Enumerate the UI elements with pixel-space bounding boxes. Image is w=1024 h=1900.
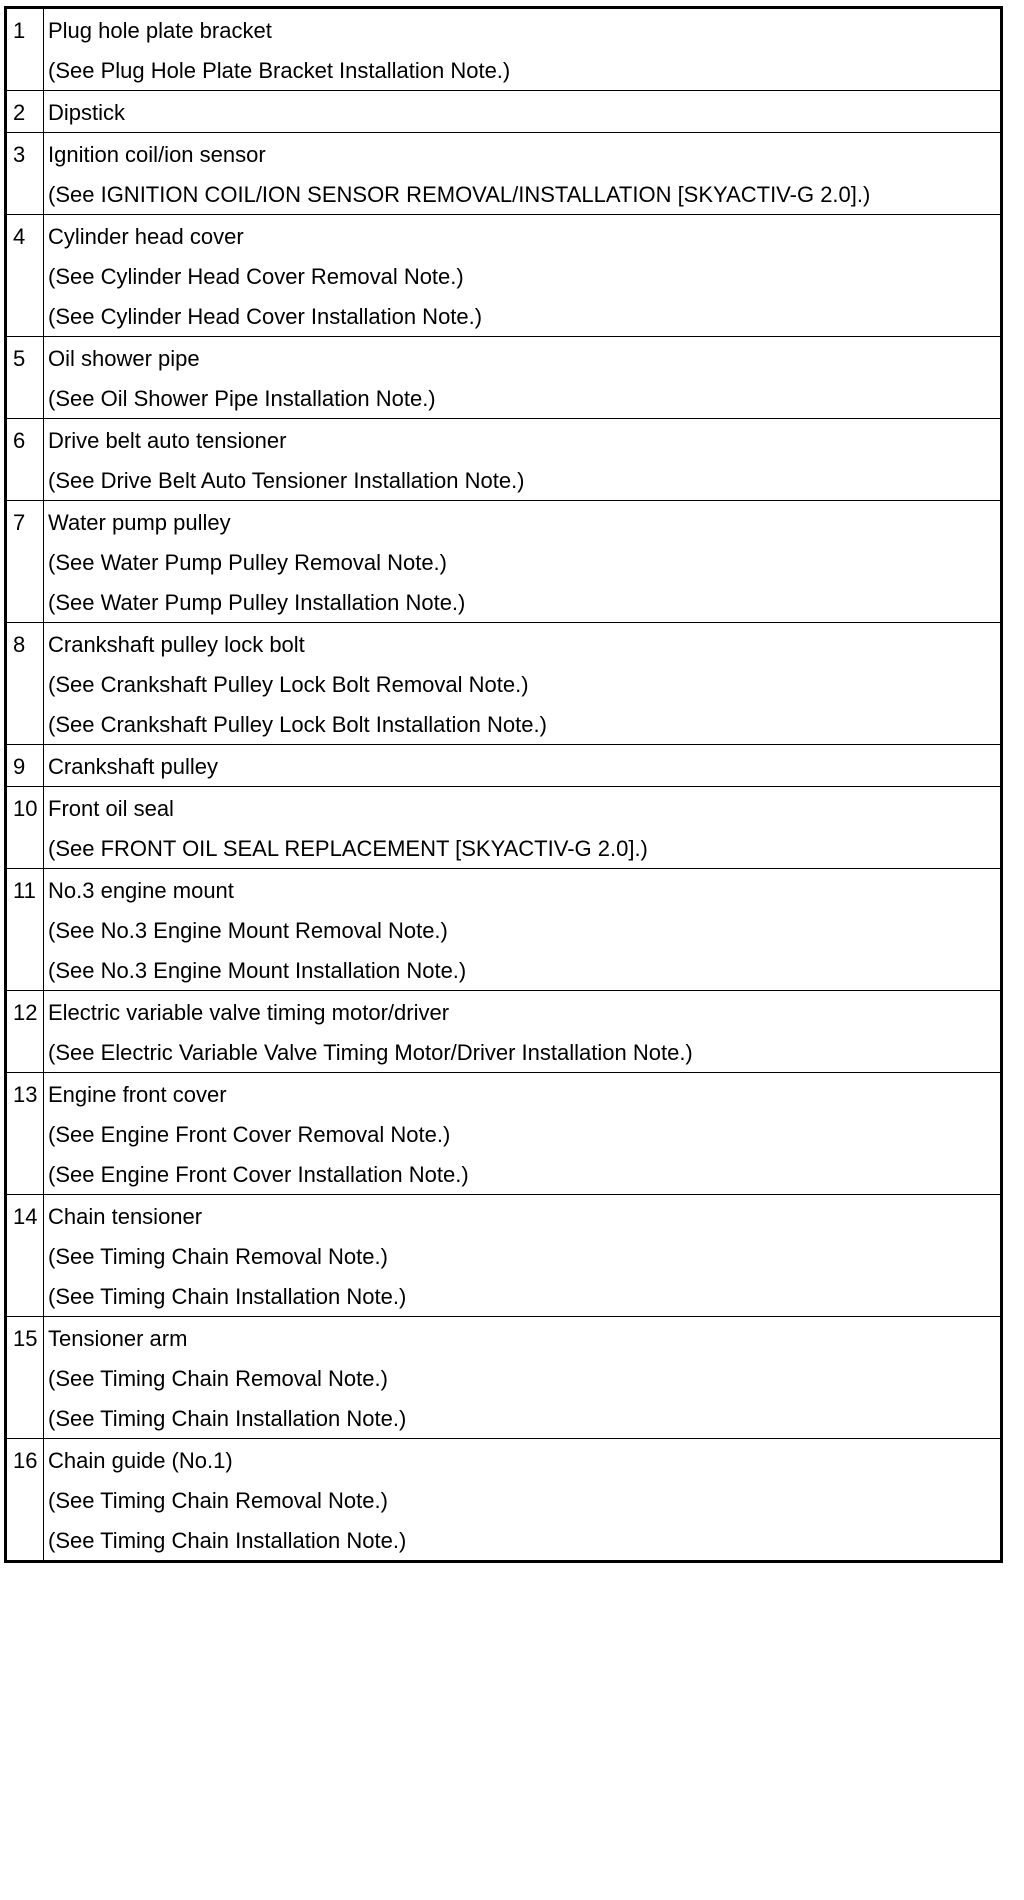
part-name: Crankshaft pulley lock bolt bbox=[48, 632, 305, 657]
table-row bbox=[6, 787, 1002, 869]
reference-note: (See Timing Chain Installation Note.) bbox=[48, 1528, 407, 1553]
table-row bbox=[6, 1439, 1002, 1562]
part-number: 5 bbox=[6, 337, 44, 419]
reference-note: (See Timing Chain Installation Note.) bbox=[48, 1406, 407, 1431]
reference-note: (See No.3 Engine Mount Removal Note.) bbox=[48, 918, 448, 943]
part-name: Dipstick bbox=[48, 100, 126, 125]
table-row bbox=[6, 623, 1002, 745]
part-name: Electric variable valve timing motor/driver bbox=[48, 1000, 450, 1025]
part-name: Plug hole plate bracket bbox=[48, 18, 272, 43]
part-description bbox=[44, 1073, 1002, 1195]
part-name: Cylinder head cover bbox=[48, 224, 244, 249]
table-row bbox=[6, 419, 1002, 501]
part-number: 12 bbox=[6, 991, 44, 1073]
reference-note: (See Water Pump Pulley Removal Note.) bbox=[48, 550, 447, 575]
reference-note: (See Plug Hole Plate Bracket Installation Note.) bbox=[48, 58, 511, 83]
table-row bbox=[6, 91, 1002, 133]
part-name: Crankshaft pulley bbox=[48, 754, 218, 779]
table-row bbox=[6, 1073, 1002, 1195]
table-row bbox=[6, 133, 1002, 215]
reference-note: (See Timing Chain Removal Note.) bbox=[48, 1244, 388, 1269]
part-description bbox=[44, 623, 1002, 745]
reference-note: (See No.3 Engine Mount Installation Note.) bbox=[48, 958, 467, 983]
part-name: No.3 engine mount bbox=[48, 878, 234, 903]
part-number: 13 bbox=[6, 1073, 44, 1195]
part-number: 3 bbox=[6, 133, 44, 215]
part-number: 15 bbox=[6, 1317, 44, 1439]
reference-note: (See Crankshaft Pulley Lock Bolt Removal Note.) bbox=[48, 672, 529, 697]
reference-note: (See Electric Variable Valve Timing Motor/Driver Installation Note.) bbox=[48, 1040, 693, 1065]
reference-note: (See Drive Belt Auto Tensioner Installation Note.) bbox=[48, 468, 525, 493]
part-description bbox=[44, 869, 1002, 991]
table-row bbox=[6, 337, 1002, 419]
reference-note: (See Timing Chain Installation Note.) bbox=[48, 1284, 407, 1309]
part-description bbox=[44, 501, 1002, 623]
part-name: Drive belt auto tensioner bbox=[48, 428, 287, 453]
part-description bbox=[44, 8, 1002, 91]
part-name: Chain guide (No.1) bbox=[48, 1448, 233, 1473]
part-name: Engine front cover bbox=[48, 1082, 227, 1107]
part-description bbox=[44, 745, 1002, 787]
table-row bbox=[6, 1195, 1002, 1317]
part-name: Oil shower pipe bbox=[48, 346, 200, 371]
table-row bbox=[6, 215, 1002, 337]
reference-note: (See Engine Front Cover Removal Note.) bbox=[48, 1122, 451, 1147]
part-number: 4 bbox=[6, 215, 44, 337]
table-row bbox=[6, 501, 1002, 623]
part-number: 10 bbox=[6, 787, 44, 869]
part-name: Ignition coil/ion sensor bbox=[48, 142, 266, 167]
table-row bbox=[6, 991, 1002, 1073]
reference-note: (See Crankshaft Pulley Lock Bolt Installation Note.) bbox=[48, 712, 547, 737]
part-description bbox=[44, 1195, 1002, 1317]
part-number: 2 bbox=[6, 91, 44, 133]
part-number: 7 bbox=[6, 501, 44, 623]
part-description bbox=[44, 991, 1002, 1073]
table-row bbox=[6, 745, 1002, 787]
part-description bbox=[44, 91, 1002, 133]
part-name: Front oil seal bbox=[48, 796, 174, 821]
reference-note: (See Water Pump Pulley Installation Note.) bbox=[48, 590, 466, 615]
part-number: 6 bbox=[6, 419, 44, 501]
reference-note: (See Oil Shower Pipe Installation Note.) bbox=[48, 386, 436, 411]
part-number: 11 bbox=[6, 869, 44, 991]
reference-note: (See Timing Chain Removal Note.) bbox=[48, 1488, 388, 1513]
part-name: Tensioner arm bbox=[48, 1326, 188, 1351]
part-description bbox=[44, 787, 1002, 869]
part-description bbox=[44, 1317, 1002, 1439]
part-number: 16 bbox=[6, 1439, 44, 1562]
part-number: 1 bbox=[6, 8, 44, 91]
part-number: 14 bbox=[6, 1195, 44, 1317]
reference-note: (See Engine Front Cover Installation Note.) bbox=[48, 1162, 469, 1187]
part-number: 9 bbox=[6, 745, 44, 787]
reference-note: (See FRONT OIL SEAL REPLACEMENT [SKYACTIV-G 2.0].) bbox=[48, 836, 648, 861]
parts-table bbox=[4, 6, 1003, 1563]
part-name: Chain tensioner bbox=[48, 1204, 203, 1229]
part-description bbox=[44, 419, 1002, 501]
parts-table-body bbox=[6, 8, 1002, 1562]
reference-note: (See Cylinder Head Cover Removal Note.) bbox=[48, 264, 464, 289]
part-description bbox=[44, 1439, 1002, 1562]
table-row bbox=[6, 1317, 1002, 1439]
table-row bbox=[6, 869, 1002, 991]
part-name: Water pump pulley bbox=[48, 510, 231, 535]
reference-note: (See IGNITION COIL/ION SENSOR REMOVAL/INSTALLATION [SKYACTIV-G 2.0].) bbox=[48, 182, 871, 207]
part-description bbox=[44, 133, 1002, 215]
reference-note: (See Timing Chain Removal Note.) bbox=[48, 1366, 388, 1391]
table-row bbox=[6, 8, 1002, 91]
part-number: 8 bbox=[6, 623, 44, 745]
part-description bbox=[44, 337, 1002, 419]
reference-note: (See Cylinder Head Cover Installation Note.) bbox=[48, 304, 483, 329]
part-description bbox=[44, 215, 1002, 337]
